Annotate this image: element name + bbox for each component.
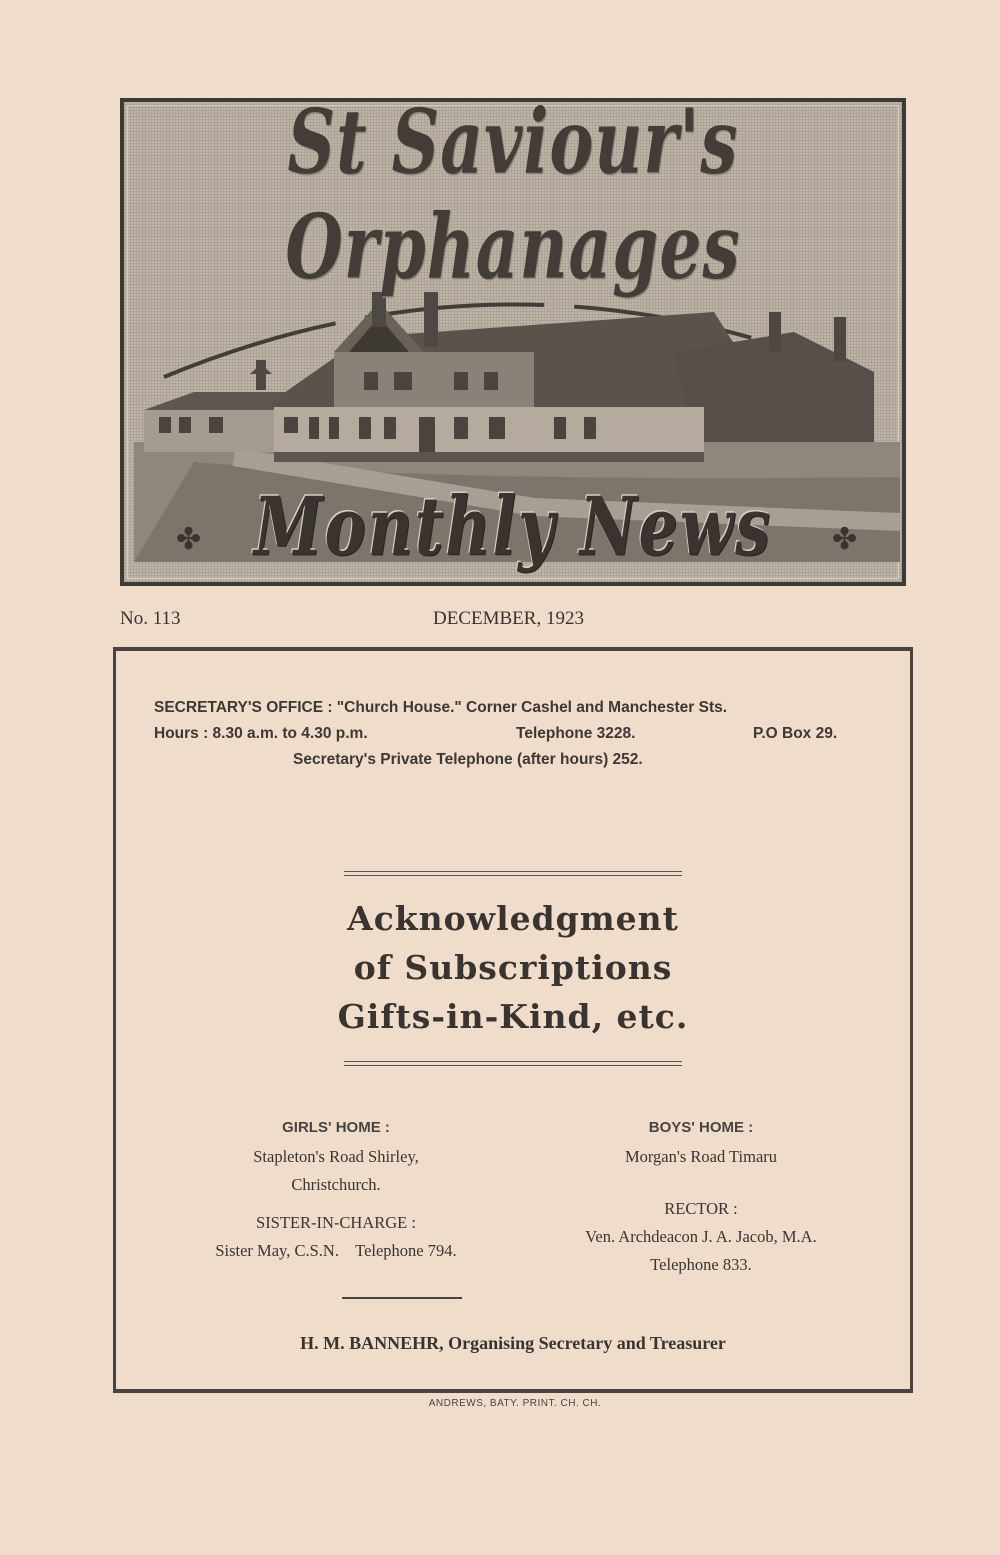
signoff: H. M. BANNEHR, Organising Secretary and Treasurer: [300, 1333, 726, 1353]
girls-home-heading: GIRLS' HOME :: [282, 1119, 390, 1136]
issue-date: DECEMBER, 1923: [433, 608, 584, 629]
secretary-private-telephone: Secretary's Private Telephone (after hours) 252.: [293, 751, 643, 768]
secretary-office-block: [116, 695, 910, 773]
acknowledgment-line-3: Gifts-in-Kind, etc.: [337, 997, 689, 1036]
boys-home-rector-name: Ven. Archdeacon J. A. Jacob, M.A.: [585, 1227, 817, 1246]
acknowledgment-title: [116, 894, 910, 1041]
boys-home-heading: BOYS' HOME :: [648, 1119, 754, 1136]
double-rule-bottom: [344, 1061, 682, 1066]
girls-home-address-1: Stapleton's Road Shirley,: [253, 1147, 419, 1166]
office-address: SECRETARY'S OFFICE : "Church House." Corner Cashel and Manchester Sts.: [154, 699, 728, 716]
short-divider: [342, 1297, 462, 1299]
boys-home-address: Morgan's Road Timaru: [624, 1147, 778, 1166]
office-telephone: Telephone 3228.: [516, 725, 636, 742]
girls-home-column: [146, 1113, 526, 1265]
boys-home-column: [511, 1113, 891, 1279]
printer-credit: ANDREWS, BATY. PRINT. CH. CH.: [428, 1398, 602, 1409]
masthead-title: St Saviour's Orphanages: [285, 98, 741, 300]
office-hours: Hours : 8.30 a.m. to 4.30 p.m.: [154, 725, 368, 742]
girls-home-contact: Sister May, C.S.N. Telephone 794.: [215, 1241, 457, 1260]
acknowledgment-line-2: of Subscriptions: [353, 948, 673, 987]
acknowledgment-line-1: Acknowledgment: [347, 899, 679, 938]
issue-number: No. 113: [120, 608, 181, 629]
girls-home-address-2: Christchurch.: [291, 1175, 381, 1194]
masthead-subtitle: Monthly News: [253, 479, 773, 574]
acknowledgment-heading: [116, 871, 910, 1066]
boys-home-telephone: Telephone 833.: [650, 1255, 752, 1274]
fleur-ornament-icon: ✤: [832, 523, 858, 556]
office-po-box: P.O Box 29.: [753, 725, 838, 742]
fleur-ornament-icon: ✤: [176, 523, 202, 556]
double-rule-top: [344, 871, 682, 876]
info-box: [113, 647, 913, 1393]
girls-home-role: SISTER-IN-CHARGE :: [256, 1213, 416, 1232]
masthead-illustration: [120, 98, 906, 586]
boys-home-role: RECTOR :: [664, 1199, 738, 1218]
